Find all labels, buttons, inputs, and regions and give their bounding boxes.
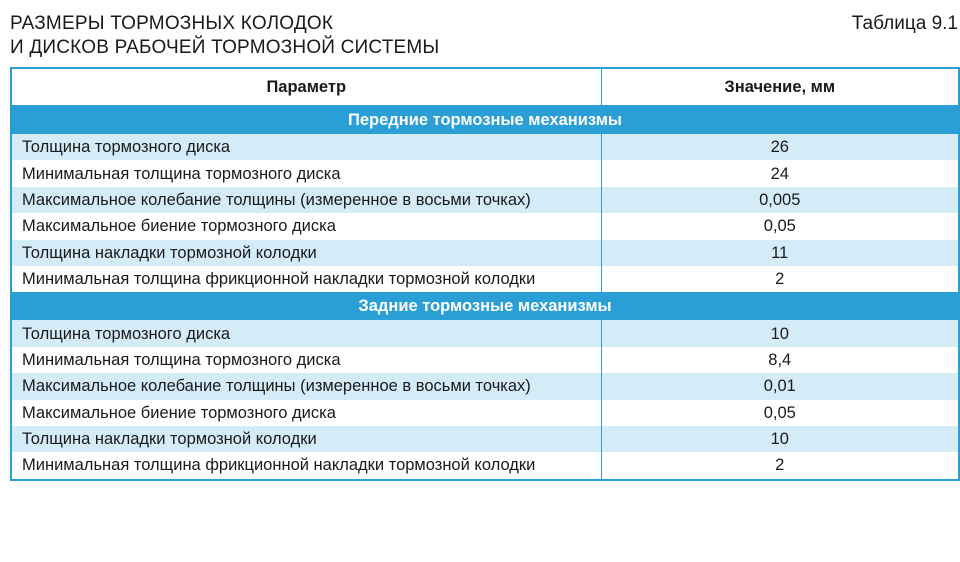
value-cell: 10 xyxy=(601,320,959,346)
param-cell: Минимальная толщина фрикционной накладки тормозной колодки xyxy=(11,452,601,479)
param-cell: Максимальное колебание толщины (измеренное в восьми точках) xyxy=(11,187,601,213)
param-cell: Максимальное биение тормозного диска xyxy=(11,213,601,239)
param-cell: Толщина тормозного диска xyxy=(11,134,601,160)
table-row xyxy=(11,347,959,373)
header-row xyxy=(11,68,959,106)
value-cell: 0,01 xyxy=(601,373,959,399)
param-cell: Максимальное колебание толщины (измеренное в восьми точках) xyxy=(11,373,601,399)
param-cell: Максимальное биение тормозного диска xyxy=(11,400,601,426)
table-row xyxy=(11,320,959,346)
param-cell: Толщина накладки тормозной колодки xyxy=(11,240,601,266)
value-cell: 0,05 xyxy=(601,400,959,426)
value-cell: 11 xyxy=(601,240,959,266)
table-title xyxy=(10,12,439,60)
value-cell: 0,05 xyxy=(601,213,959,239)
table-number: Таблица 9.1 xyxy=(851,13,958,34)
value-cell: 2 xyxy=(601,452,959,479)
document-header xyxy=(10,12,958,64)
brake-dimensions-table xyxy=(10,67,960,481)
section-row-front xyxy=(11,106,959,135)
table-row xyxy=(11,187,959,213)
value-cell: 0,005 xyxy=(601,187,959,213)
table-row xyxy=(11,213,959,239)
table-row xyxy=(11,160,959,186)
column-header-param: Параметр xyxy=(11,68,601,106)
table-row xyxy=(11,373,959,399)
section-row-rear xyxy=(11,292,959,320)
column-header-value: Значение, мм xyxy=(601,68,959,106)
table-row xyxy=(11,134,959,160)
value-cell: 24 xyxy=(601,160,959,186)
value-cell: 10 xyxy=(601,426,959,452)
table-row xyxy=(11,266,959,292)
param-cell: Толщина тормозного диска xyxy=(11,320,601,346)
param-cell: Минимальная толщина фрикционной накладки тормозной колодки xyxy=(11,266,601,292)
section-title: Задние тормозные механизмы xyxy=(11,292,959,320)
param-cell: Толщина накладки тормозной колодки xyxy=(11,426,601,452)
section-title: Передние тормозные механизмы xyxy=(11,106,959,135)
value-cell: 26 xyxy=(601,134,959,160)
param-cell: Минимальная толщина тормозного диска xyxy=(11,347,601,373)
table-row xyxy=(11,400,959,426)
value-cell: 2 xyxy=(601,266,959,292)
param-cell: Минимальная толщина тормозного диска xyxy=(11,160,601,186)
title-line-2: И ДИСКОВ РАБОЧЕЙ ТОРМОЗНОЙ СИСТЕМЫ xyxy=(10,37,440,58)
table-row xyxy=(11,240,959,266)
table-row xyxy=(11,426,959,452)
title-line-1: РАЗМЕРЫ ТОРМОЗНЫХ КОЛОДОК xyxy=(10,13,334,34)
table-row xyxy=(11,452,959,479)
value-cell: 8,4 xyxy=(601,347,959,373)
